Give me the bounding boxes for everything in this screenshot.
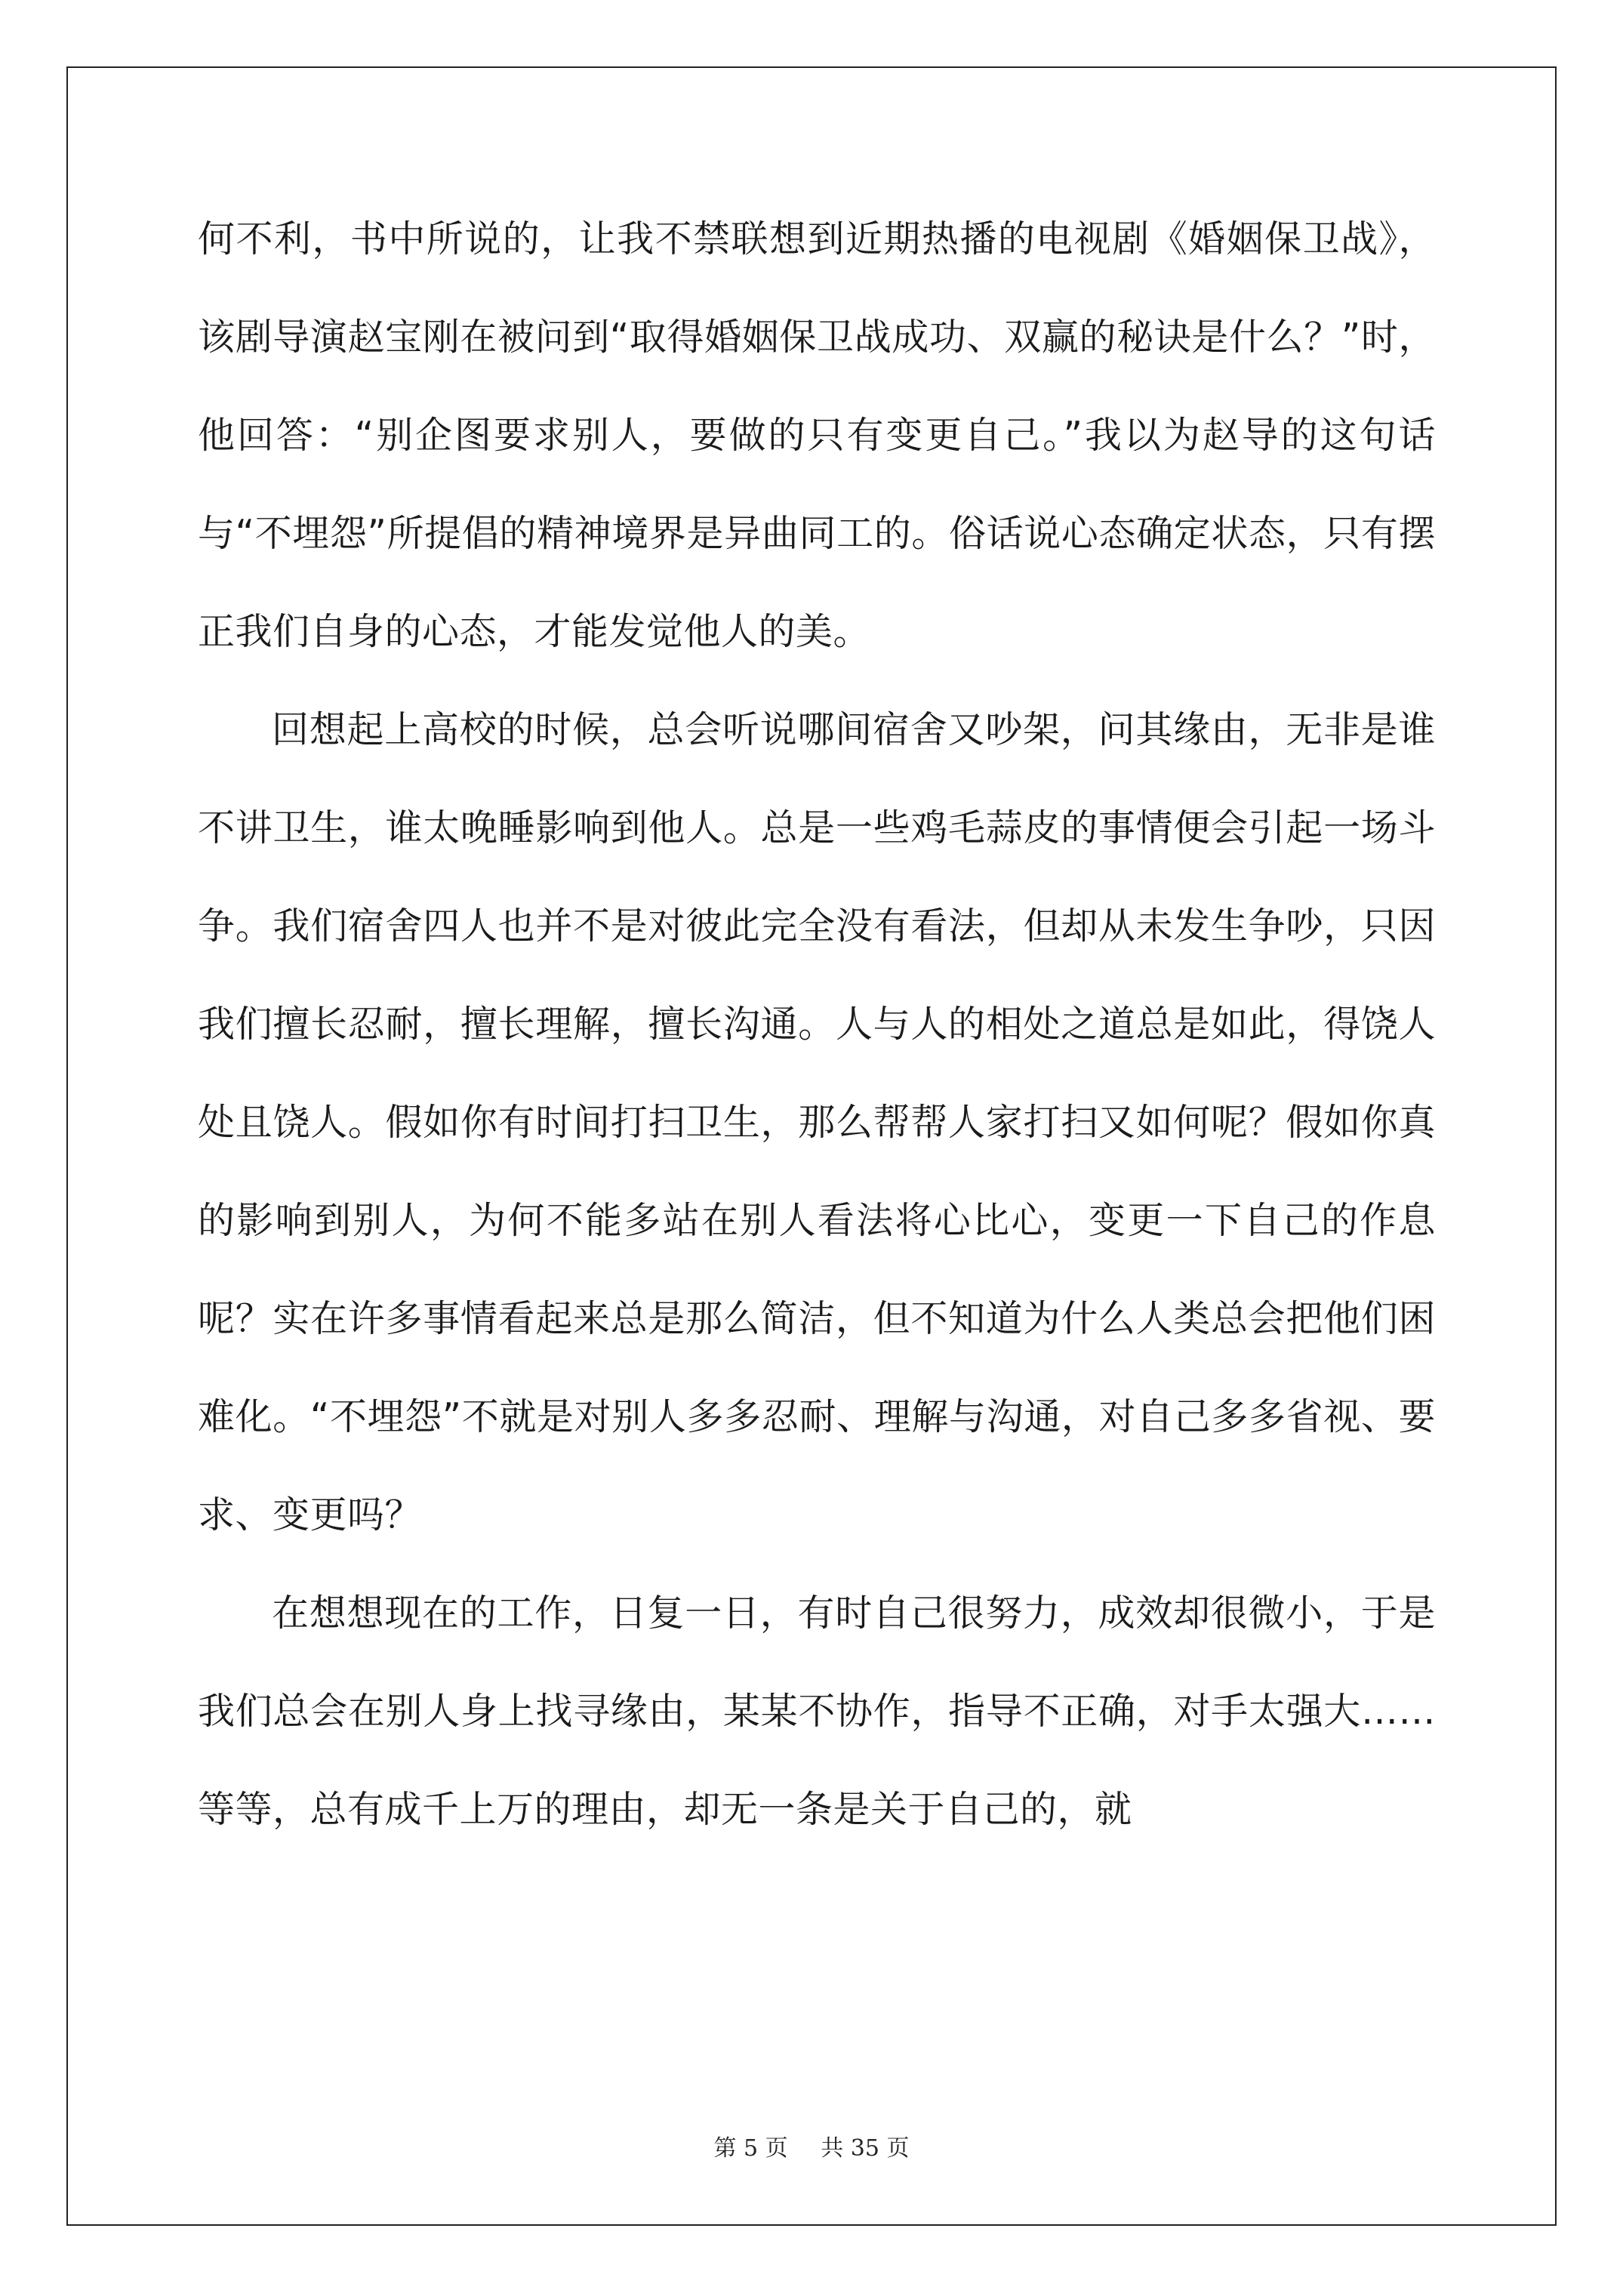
paragraph-3: 在想想现在的工作，日复一日，有时自己很努力，成效却很微小，于是我们总会在别人身上找寻缘由，某某不协作，指导不正确，对手太强大……等等，总有成千上万的理由，却无一条是关于自己的，就 — [198, 1592, 1436, 1831]
page-footer — [0, 2129, 1623, 2162]
paragraph-1: 何不利，书中所说的，让我不禁联想到近期热播的电视剧《婚姻保卫战》，该剧导演赵宝刚在被问到“取得婚姻保卫战成功、双赢的秘诀是什么？”时，他回答：“别企图要求别人，要做的只有变更自己。”我以为赵导的这句话与“不埋怨”所提倡的精神境界是异曲同工的。俗话说心态确定状态，只有摆正我们自身的心态，才能发觉他人的美。 — [198, 217, 1436, 653]
document-body — [198, 190, 1436, 1859]
paragraph-2: 回想起上高校的时候，总会听说哪间宿舍又吵架，问其缘由，无非是谁不讲卫生，谁太晚睡影响到他人。总是一些鸡毛蒜皮的事情便会引起一场斗争。我们宿舍四人也并不是对彼此完全没有看法，但却从未发生争吵，只因我们擅长忍耐，擅长理解，擅长沟通。人与人的相处之道总是如此，得饶人处且饶人。假如你有时间打扫卫生，那么帮帮人家打扫又如何呢？假如你真的影响到别人，为何不能多站在别人看法将心比心，变更一下自己的作息呢？实在许多事情看起来总是那么简洁，但不知道为什么人类总会把他们困难化。“不埋怨”不就是对别人多多忍耐、理解与沟通，对自己多多省视、要求、变更吗？ — [198, 708, 1436, 1536]
page-total: 共 35 页 — [821, 2135, 910, 2162]
page-number: 第 5 页 — [713, 2135, 788, 2162]
